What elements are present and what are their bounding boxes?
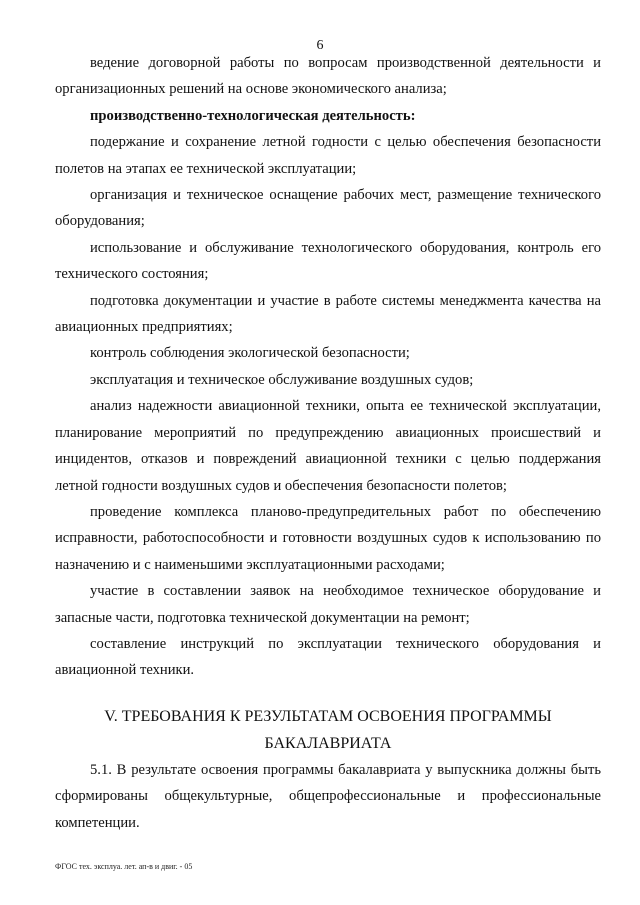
paragraph-aircraft-maintenance: эксплуатация и техническое обслуживание воздушных судов; [90, 371, 474, 388]
footer-note: ФГОС тех. эксплуа. лет. ап-в и двиг. - 05 [55, 862, 193, 871]
document-body [55, 50, 601, 684]
section-paragraph: 5.1. В результате освоения программы бакалавриата у выпускника должны быть сформированы общекультурные, общепрофессиональные и профессиональные компетенции. [55, 762, 601, 831]
paragraph-applications: участие в составлении заявок на необходимое техническое оборудование и запасные части, подготовка технической документации на ремонт; [55, 583, 601, 626]
paragraph-documentation: подготовка документации и участие в работе системы менеджмента качества на авиационных предприятиях; [55, 292, 601, 336]
paragraph-equipment-usage: использование и обслуживание технологического оборудования, контроль его технического состояния; [55, 239, 601, 283]
paragraph-workplace-organization: организация и техническое оснащение рабочих мест, размещение технического оборудования; [55, 187, 601, 230]
page-number: 6 [316, 38, 324, 53]
section-heading: V. ТРЕБОВАНИЯ К РЕЗУЛЬТАТАМ ОСВОЕНИЯ ПРОГРАММЫ БАКАЛАВРИАТА [104, 708, 552, 752]
subheading-production-technological: производственно-технологическая деятельность: [90, 107, 416, 124]
section-body [55, 757, 601, 836]
paragraph-airworthiness: подержание и сохранение летной годности с целью обеспечения безопасности полетов на этапах ее технической эксплуатации; [55, 134, 601, 177]
paragraph-instructions: составление инструкций по эксплуатации технического оборудования и авиационной техники. [55, 635, 601, 679]
paragraph-contract-work: ведение договорной работы по вопросам производственной деятельности и организационных решений на основе экономического анализа; [55, 55, 601, 98]
paragraph-preventive-works: проведение комплекса планово-предупредительных работ по обеспечению исправности, работоспособности и готовности воздушных судов к использованию по назначению и с наименьшими эксплуатационными расходами; [55, 503, 601, 573]
paragraph-reliability-analysis: анализ надежности авиационной техники, опыта ее технической эксплуатации, планирование мероприятий по предупреждению авиационных происшествий и инцидентов, отказов и повреждений авиационной техники с целью поддержания летной годности воздушных судов и обеспечения безопасности полетов; [55, 398, 601, 494]
paragraph-ecological-control: контроль соблюдения экологической безопасности; [90, 345, 410, 362]
